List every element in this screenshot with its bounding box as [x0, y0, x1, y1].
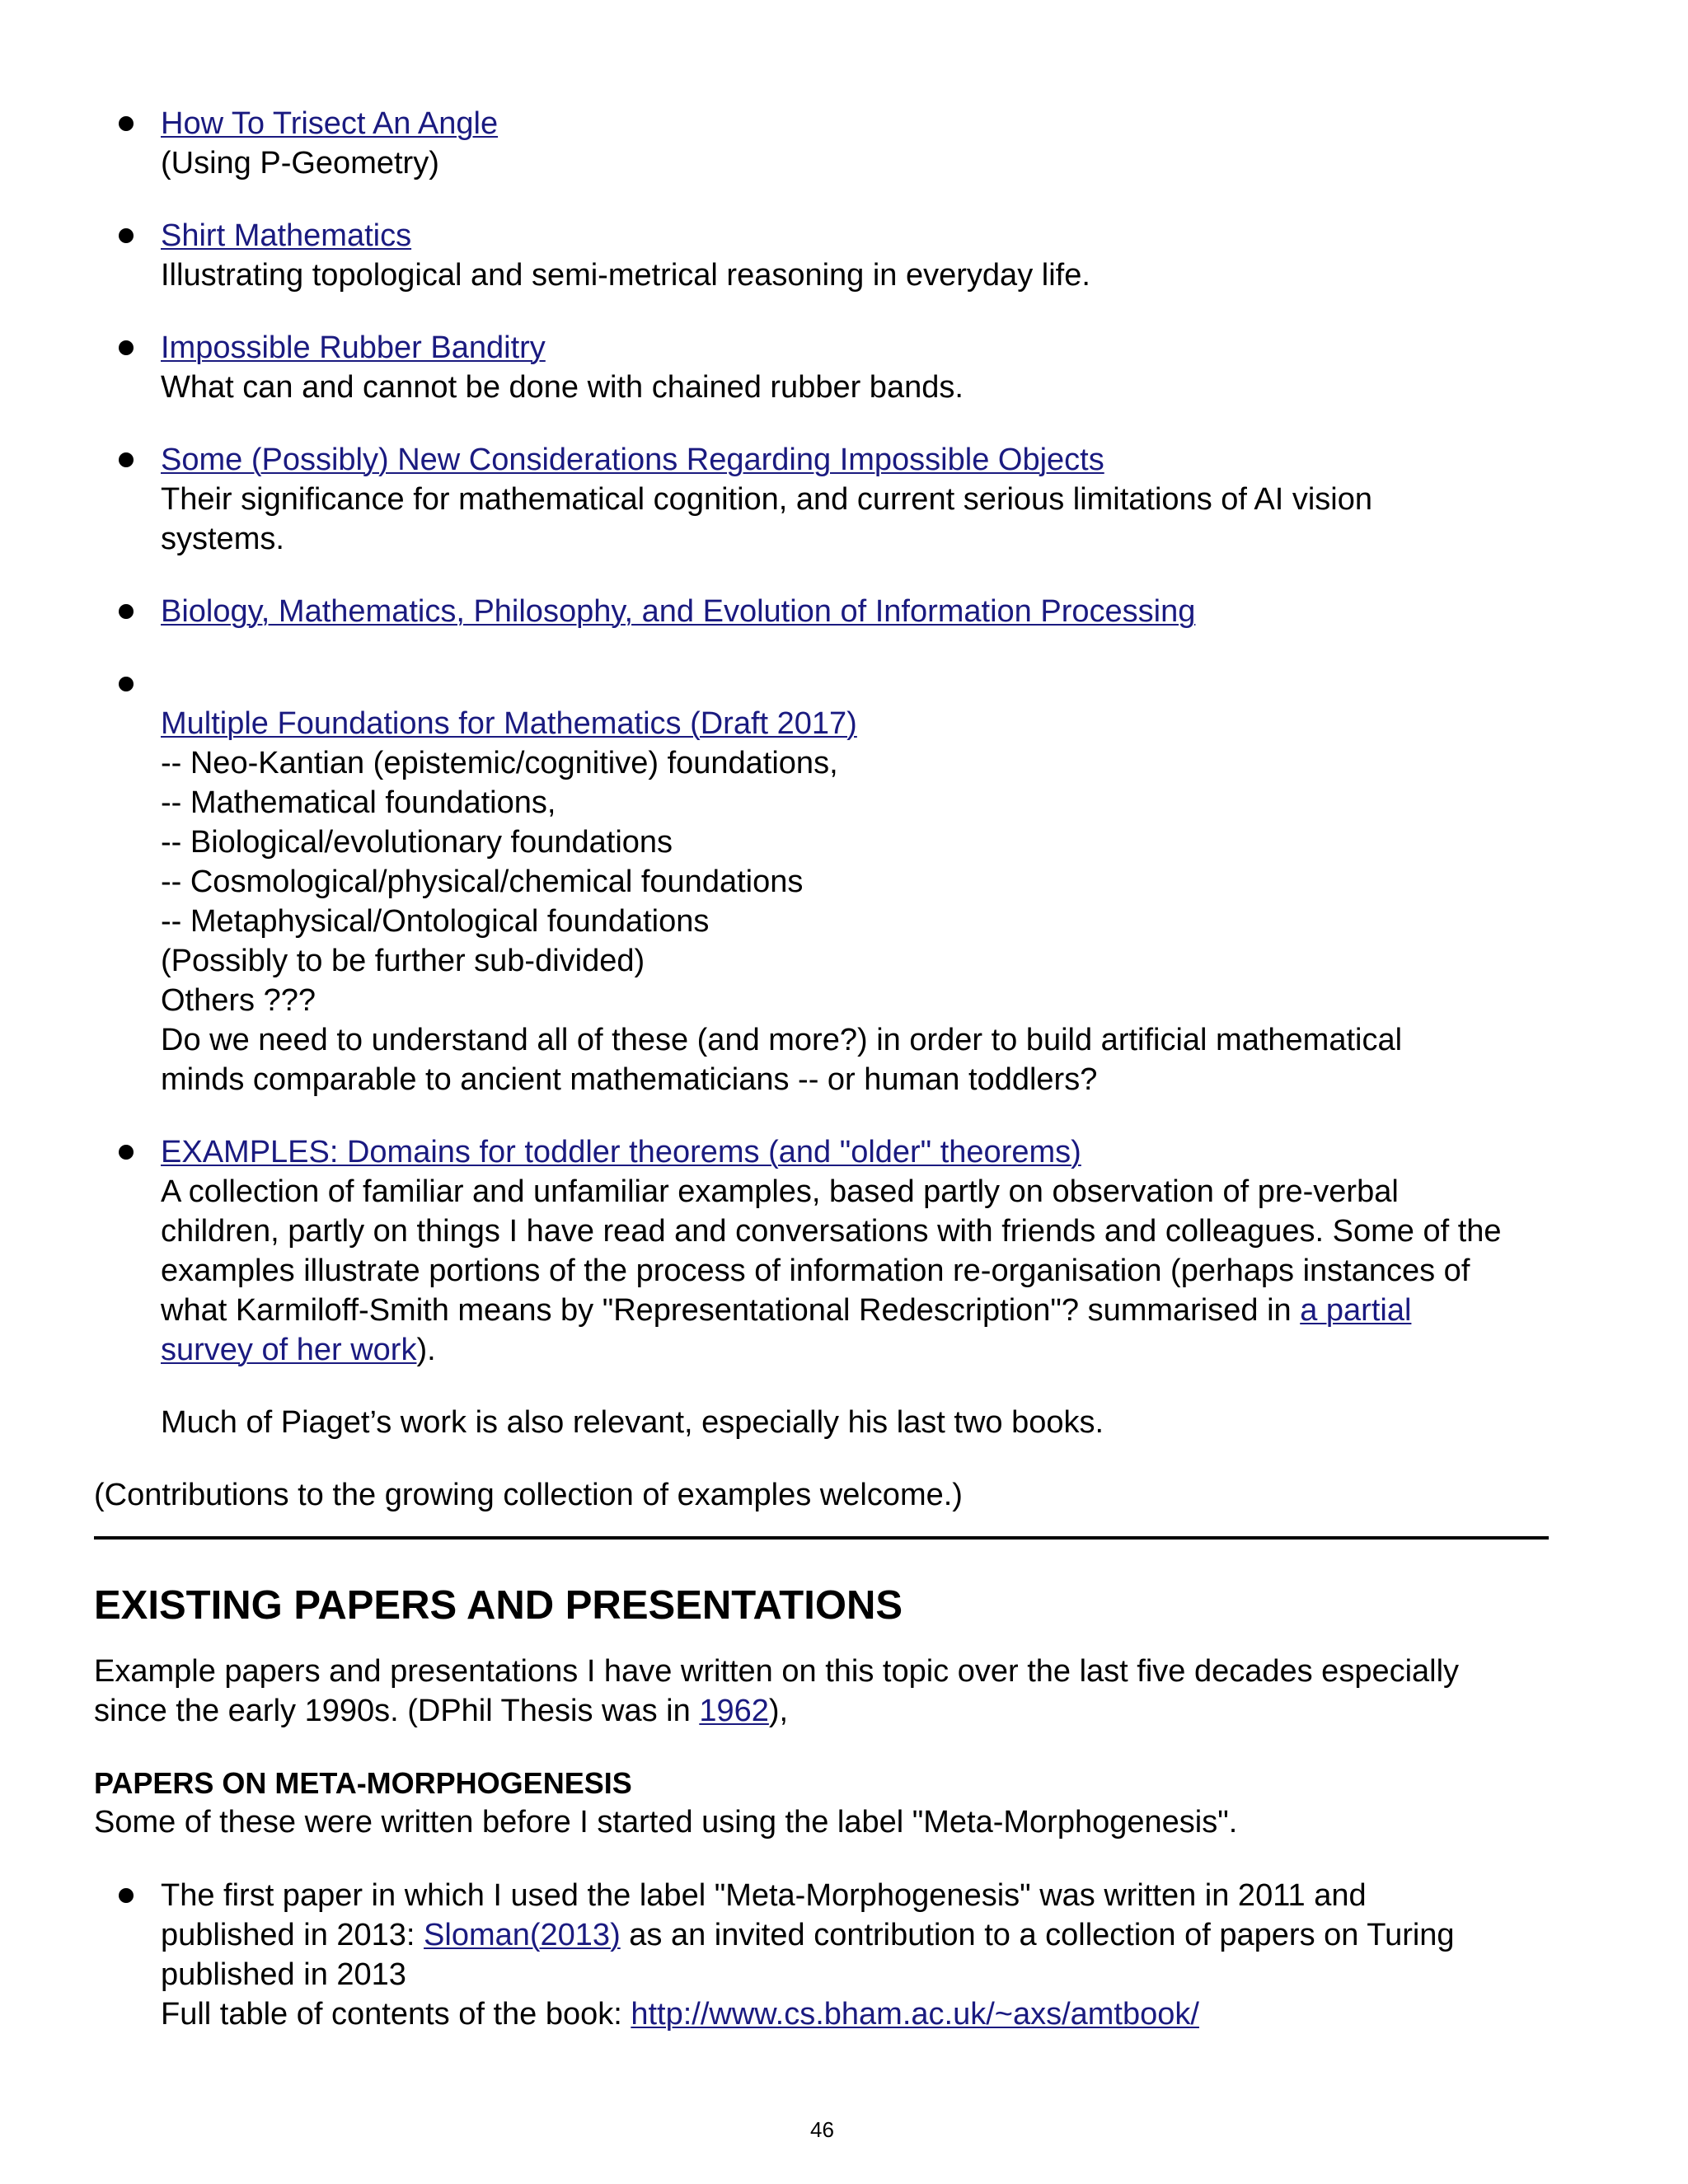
bullet-icon [119, 1888, 134, 1903]
item-description: What can and cannot be done with chained rubber bands. [161, 370, 964, 405]
item-description: Illustrating topological and semi-metrical reasoning in everyday life. [161, 258, 1090, 293]
examples-line: examples illustrate portions of the process of information re-organisation (perhaps instances of [161, 1254, 1470, 1288]
piaget-note: Much of Piaget’s work is also relevant, especially his last two books. [161, 1405, 1104, 1440]
list-item [0, 104, 1562, 183]
bullet-icon [119, 677, 134, 691]
examples-line [161, 1330, 1562, 1370]
bullet-icon [119, 116, 134, 131]
examples-line: children, partly on things I have read and conversations with friends and colleagues. Some of the [161, 1214, 1502, 1249]
list-item [0, 592, 1562, 631]
topics-list [0, 104, 1688, 1475]
foundation-line: -- Cosmological/physical/chemical foundations [161, 865, 804, 899]
subsection-intro: Some of these were written before I started using the label "Meta-Morphogenesis". [94, 1805, 1238, 1840]
partial-survey-link[interactable]: a partial [1300, 1293, 1412, 1328]
foundation-line: -- Biological/evolutionary foundations [161, 825, 673, 860]
list-item [0, 1876, 1562, 2034]
foundation-line: Do we need to understand all of these (and more?) in order to build artificial mathematical [161, 1023, 1403, 1057]
intro-text: ), [768, 1694, 789, 1728]
thesis-1962-link[interactable]: 1962 [699, 1694, 769, 1728]
impossible-objects-link[interactable]: Some (Possibly) New Considerations Regarding Impossible Objects [161, 443, 1104, 477]
empty-line [161, 664, 1562, 704]
sloman-2013-link[interactable]: Sloman(2013) [424, 1918, 621, 1952]
meta-line [161, 1994, 1562, 2034]
shirt-mathematics-link[interactable]: Shirt Mathematics [161, 218, 412, 253]
examples-line: A collection of familiar and unfamiliar examples, based partly on observation of pre-verbal [161, 1174, 1399, 1209]
bullet-icon [119, 340, 134, 355]
horizontal-divider [94, 1536, 1549, 1540]
list-item [0, 216, 1562, 295]
page-number: 46 [810, 2117, 834, 2142]
section-heading: EXISTING PAPERS AND PRESENTATIONS [94, 1583, 903, 1628]
contributions-note: (Contributions to the growing collection of examples welcome.) [94, 1478, 963, 1512]
foundation-line: -- Metaphysical/Ontological foundations [161, 904, 710, 939]
meta-text: as an invited contribution to a collection of papers on Turing [620, 1918, 1455, 1952]
intro-line [94, 1691, 1578, 1731]
rubber-banditry-link[interactable]: Impossible Rubber Banditry [161, 330, 546, 365]
examples-line-text: what Karmiloff-Smith means by "Representational Redescription"? summarised in [161, 1293, 1301, 1328]
bullet-icon [119, 1145, 134, 1160]
meta-morphogenesis-list [0, 1876, 1688, 2067]
bullet-icon [119, 228, 134, 243]
subsection-heading: PAPERS ON META-MORPHOGENESIS [94, 1766, 632, 1800]
list-item [0, 664, 1562, 1099]
foundation-line: Others ??? [161, 983, 316, 1018]
meta-text: published in 2013: [161, 1918, 424, 1952]
item-description: (Using P-Geometry) [161, 146, 439, 180]
meta-text: Full table of contents of the book: [161, 1997, 631, 2032]
amtbook-url-link[interactable]: http://www.cs.bham.ac.uk/~axs/amtbook/ [631, 1997, 1199, 2032]
foundation-line: -- Mathematical foundations, [161, 785, 556, 820]
intro-line: Example papers and presentations I have written on this topic over the last five decades especially [94, 1654, 1460, 1689]
bullet-icon [119, 604, 134, 619]
list-item [0, 328, 1562, 407]
foundation-line: -- Neo-Kantian (epistemic/cognitive) foundations, [161, 746, 838, 780]
item-description: systems. [161, 522, 284, 556]
meta-line: The first paper in which I used the label "Meta-Morphogenesis" was written in 2011 and [161, 1878, 1367, 1913]
examples-line-text: ). [416, 1333, 436, 1367]
foundation-line: minds comparable to ancient mathematicians -- or human toddlers? [161, 1062, 1098, 1097]
meta-line: published in 2013 [161, 1957, 406, 1992]
section-intro [94, 1652, 1578, 1731]
biology-mathematics-link[interactable]: Biology, Mathematics, Philosophy, and Evolution of Information Processing [161, 594, 1196, 629]
trisect-angle-link[interactable]: How To Trisect An Angle [161, 106, 499, 141]
meta-line [161, 1915, 1562, 1955]
examples-toddler-theorems-link[interactable]: EXAMPLES: Domains for toddler theorems (and "older" theorems) [161, 1135, 1081, 1169]
list-item [0, 1132, 1562, 1442]
intro-text: since the early 1990s. (DPhil Thesis was in [94, 1694, 700, 1728]
examples-line [161, 1291, 1562, 1330]
list-item [0, 440, 1562, 559]
bullet-icon [119, 452, 134, 467]
item-description: Their significance for mathematical cognition, and current serious limitations of AI vision [161, 482, 1373, 517]
foundation-line: (Possibly to be further sub-divided) [161, 944, 645, 978]
multiple-foundations-link[interactable]: Multiple Foundations for Mathematics (Draft 2017) [161, 706, 857, 741]
partial-survey-link-continued[interactable]: survey of her work [161, 1333, 417, 1367]
